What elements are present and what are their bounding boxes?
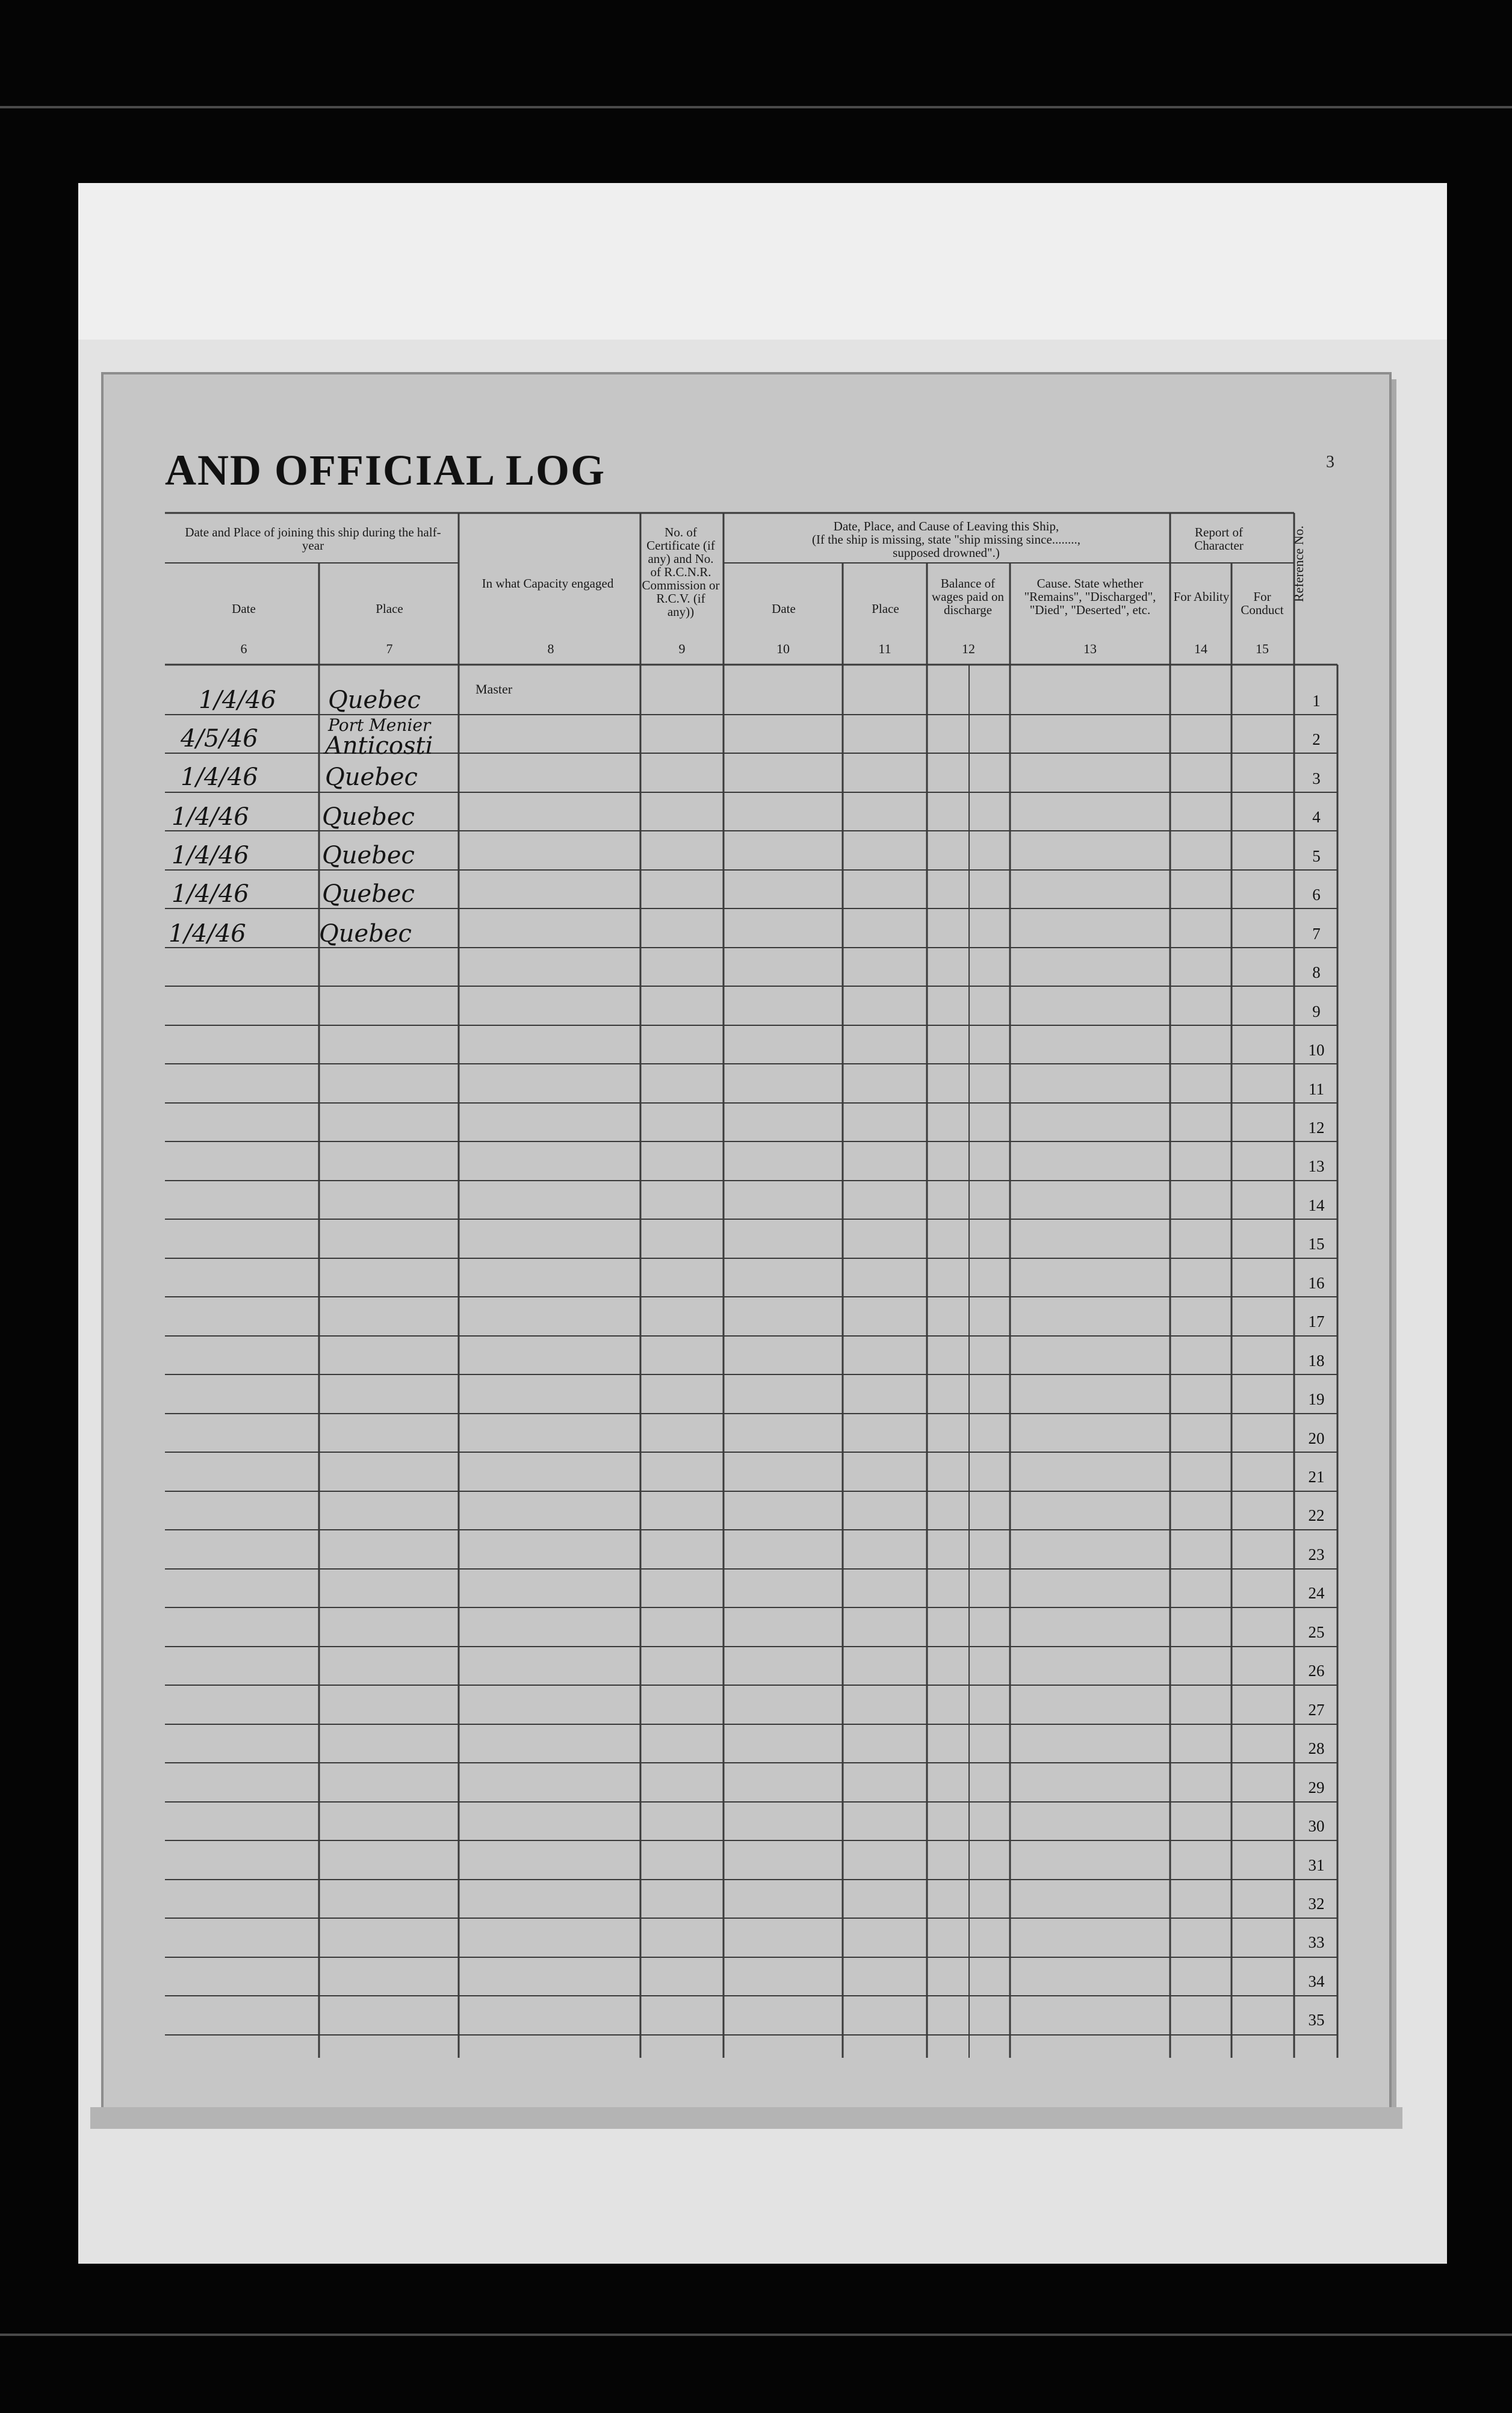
reference-number: 20 xyxy=(1308,1429,1325,1447)
reference-number: 32 xyxy=(1308,1894,1325,1913)
header-leaving-line1: Date, Place, and Cause of Leaving this Ship, xyxy=(833,519,1059,533)
column-number-7: 7 xyxy=(386,641,393,656)
reference-number: 29 xyxy=(1308,1778,1325,1797)
entry-4-date: 1/4/46 xyxy=(172,803,249,831)
reference-number: 28 xyxy=(1308,1739,1325,1758)
column-number-9: 9 xyxy=(678,641,686,656)
entry-2-date: 4/5/46 xyxy=(181,725,258,753)
reference-number: 8 xyxy=(1312,963,1321,982)
page-number: 3 xyxy=(1326,453,1334,471)
header-conduct: For Conduct xyxy=(1241,589,1284,617)
entry-2-place-note: Port Menier xyxy=(328,715,431,735)
capacity-master: Master xyxy=(476,682,513,697)
reference-number: 27 xyxy=(1308,1700,1325,1719)
reference-number: 19 xyxy=(1308,1390,1325,1409)
column-number-8: 8 xyxy=(547,641,554,656)
reference-number: 4 xyxy=(1312,808,1321,827)
header-leave-date: Date xyxy=(772,601,796,616)
reference-number: 7 xyxy=(1312,924,1321,943)
reference-number: 34 xyxy=(1308,1972,1325,1990)
reference-number: 1 xyxy=(1312,692,1321,710)
header-leaving-line3: supposed drowned".) xyxy=(893,545,1000,560)
reference-number: 23 xyxy=(1308,1545,1325,1564)
reference-number: 16 xyxy=(1308,1273,1325,1292)
entry-3-place: Quebec xyxy=(325,763,418,791)
header-character-group: Report of Character xyxy=(1194,525,1244,553)
entry-4-place: Quebec xyxy=(322,803,415,831)
column-number-6: 6 xyxy=(240,641,247,656)
entry-6-date: 1/4/46 xyxy=(172,880,249,908)
reference-number: 24 xyxy=(1308,1584,1325,1603)
header-join-place: Place xyxy=(376,601,403,616)
entry-5-place: Quebec xyxy=(322,842,415,869)
column-number-15: 15 xyxy=(1256,641,1269,656)
entry-1-date: 1/4/46 xyxy=(199,686,276,714)
reference-number: 12 xyxy=(1308,1118,1325,1137)
reference-number: 2 xyxy=(1312,730,1321,749)
header-ability: For Ability xyxy=(1173,589,1230,604)
reference-number: 31 xyxy=(1308,1856,1325,1874)
column-number-12: 12 xyxy=(962,641,975,656)
header-cause: Cause. State whether "Remains", "Discharged", "Died", "Deserted", etc. xyxy=(1024,576,1156,617)
entry-7-place: Quebec xyxy=(319,920,412,948)
header-leaving-line2: (If the ship is missing, state "ship missing since........, xyxy=(811,532,1081,547)
header-reference-no: Reference No. xyxy=(1291,525,1306,602)
column-number-10: 10 xyxy=(776,641,790,656)
reference-number: 14 xyxy=(1308,1196,1325,1214)
entry-5-date: 1/4/46 xyxy=(172,842,249,869)
header-joining-group: Date and Place of joining this ship during the half-year xyxy=(185,525,441,553)
reference-number: 11 xyxy=(1309,1079,1324,1098)
entry-7-date: 1/4/46 xyxy=(169,920,246,948)
reference-number: 3 xyxy=(1312,769,1321,787)
reference-number: 18 xyxy=(1308,1351,1325,1370)
column-number-13: 13 xyxy=(1083,641,1097,656)
reference-number: 9 xyxy=(1312,1002,1321,1020)
reference-number: 17 xyxy=(1308,1312,1325,1331)
reference-number: 30 xyxy=(1308,1817,1325,1836)
entry-1-place: Quebec xyxy=(328,686,421,714)
reference-number: 26 xyxy=(1308,1662,1325,1680)
page-title: AND OFFICIAL LOG xyxy=(165,446,606,494)
entry-3-date: 1/4/46 xyxy=(181,763,258,791)
reference-number: 13 xyxy=(1308,1157,1325,1176)
reference-number: 22 xyxy=(1308,1506,1325,1525)
reference-number: 15 xyxy=(1308,1235,1325,1253)
reference-number: 21 xyxy=(1308,1468,1325,1486)
header-balance: Balance of wages paid on discharge xyxy=(931,576,1005,617)
entry-6-place: Quebec xyxy=(322,880,415,908)
column-number-14: 14 xyxy=(1194,641,1207,656)
header-leave-place: Place xyxy=(872,601,899,616)
header-certificate: No. of Certificate (if any) and No. of R.C.N.R. Commission or R.C.V. (if any)) xyxy=(642,525,720,619)
reference-number: 35 xyxy=(1308,2011,1325,2029)
entry-2-place: Anticosti xyxy=(325,732,433,760)
column-number-11: 11 xyxy=(878,641,891,656)
reference-number: 6 xyxy=(1312,886,1321,904)
reference-number: 25 xyxy=(1308,1623,1325,1641)
header-capacity: In what Capacity engaged xyxy=(482,576,614,591)
reference-number: 10 xyxy=(1308,1041,1325,1060)
header-join-date: Date xyxy=(232,601,256,616)
reference-number: 33 xyxy=(1308,1933,1325,1952)
reference-number: 5 xyxy=(1312,846,1321,865)
